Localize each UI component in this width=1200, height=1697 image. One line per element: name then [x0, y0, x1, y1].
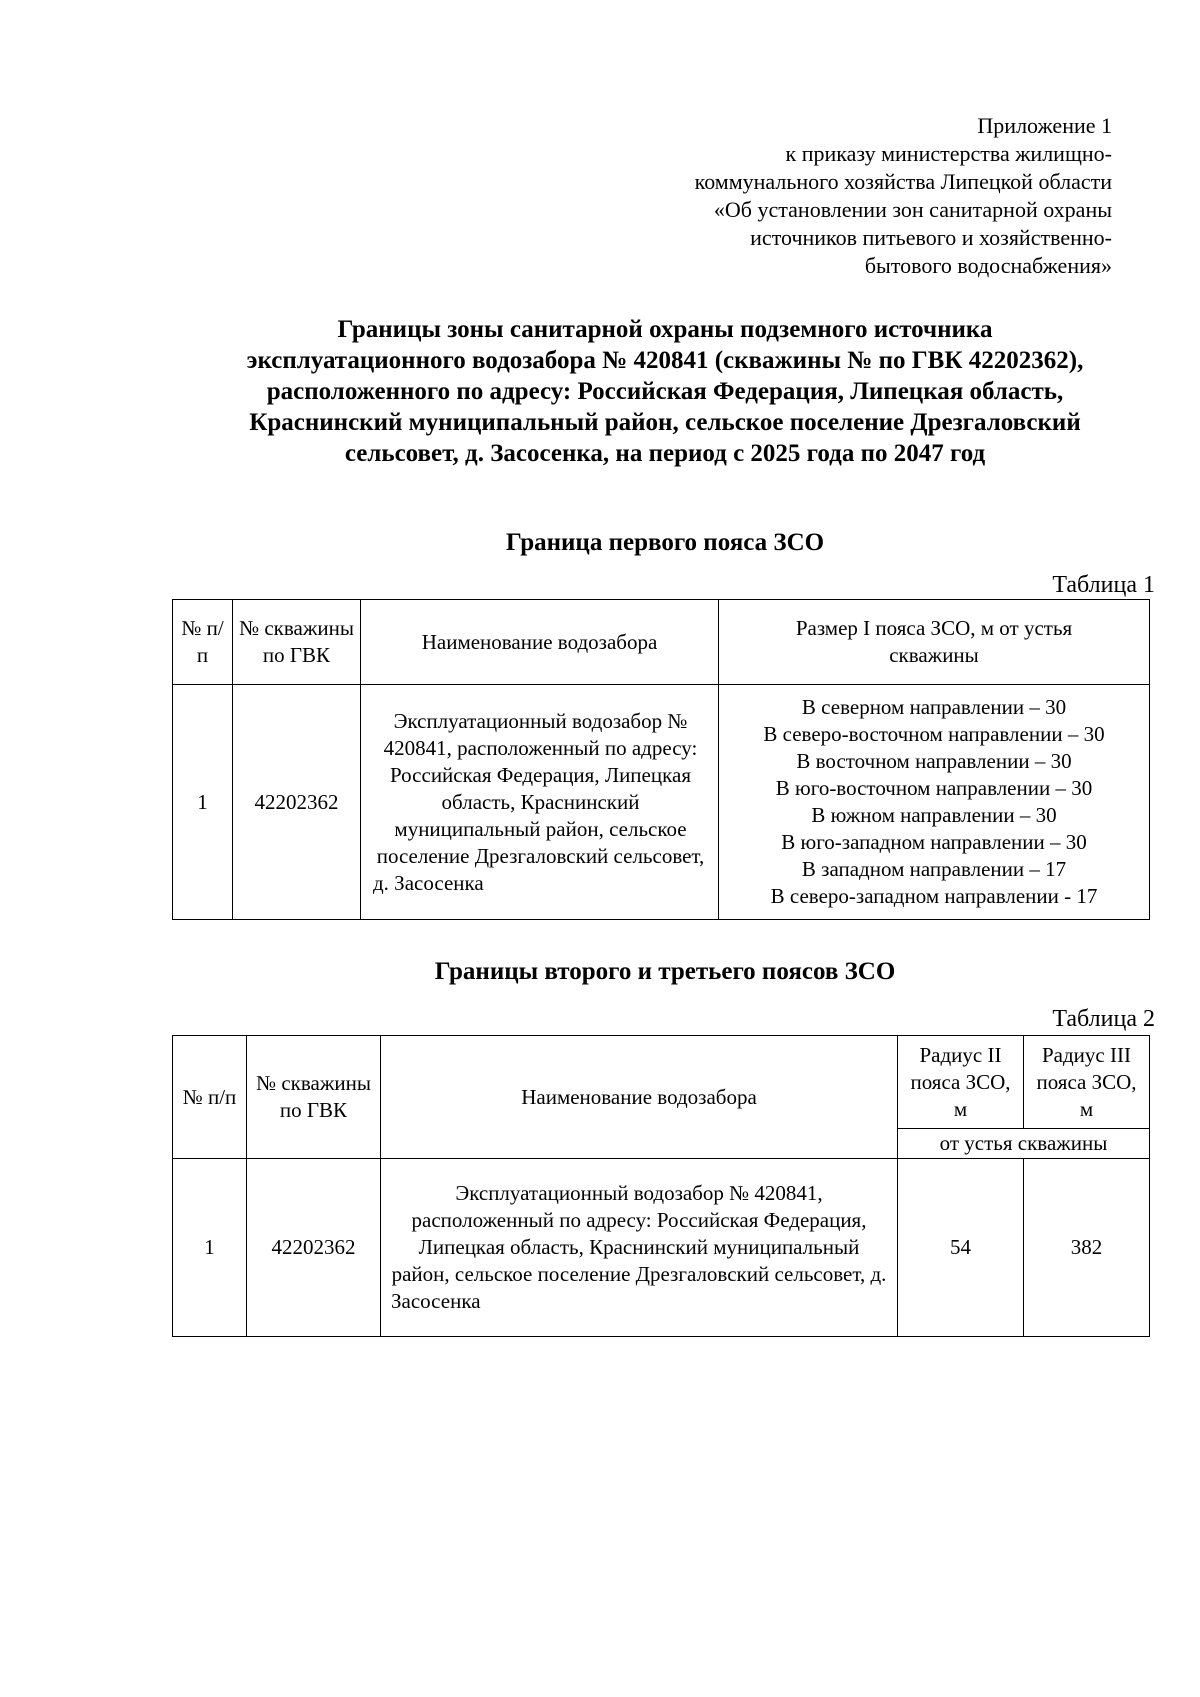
title-line: Краснинский муниципальный район, сельское поселение Дрезгаловский: [249, 409, 1081, 436]
table2-cell-r2: 54: [898, 1159, 1024, 1337]
table1-cell-num: 1: [173, 685, 233, 920]
appendix-line: источников питьевого и хозяйственно-: [750, 225, 1112, 250]
direction-line: В северо-восточном направлении – 30: [763, 722, 1105, 746]
appendix-line: коммунального хозяйства Липецкой области: [694, 169, 1112, 194]
title-line: Границы зоны санитарной охраны подземного источника: [337, 316, 993, 343]
table-row: [173, 1159, 1150, 1337]
table1-header-well: № скважины по ГВК: [233, 600, 361, 685]
table2-cell-well: 42202362: [247, 1159, 381, 1337]
direction-line: В восточном направлении – 30: [796, 749, 1072, 773]
direction-line: В северо-западном направлении - 17: [770, 884, 1098, 908]
direction-line: В южном направлении – 30: [811, 803, 1057, 827]
appendix-line: к приказу министерства жилищно-: [785, 141, 1112, 166]
table2-header-r3: Радиус III пояса ЗСО, м: [1024, 1036, 1150, 1129]
table1-cell-well: 42202362: [233, 685, 361, 920]
appendix-block: [552, 112, 1112, 280]
table2-cell-name: Эксплуатационный водозабор № 420841, расположенный по адресу: Российская Федерация, Липецкая область, Краснинский муниципальный район, сельское поселение Дрезгаловский сельсовет, д. Засосенка: [381, 1159, 898, 1337]
table1: [172, 599, 1150, 920]
table2: [172, 1035, 1150, 1337]
direction-line: В западном направлении – 17: [801, 857, 1067, 881]
appendix-line: бытового водоснабжения»: [864, 253, 1112, 278]
direction-line: В юго-восточном направлении – 30: [775, 776, 1093, 800]
table2-header-name: Наименование водозабора: [381, 1036, 898, 1159]
table2-header-well: № скважины по ГВК: [247, 1036, 381, 1159]
table2-header-row: [173, 1036, 1150, 1129]
table1-header-num: № п/п: [173, 600, 233, 685]
table2-header-r2: Радиус II пояса ЗСО, м: [898, 1036, 1024, 1129]
table-row: [173, 685, 1150, 920]
direction-line: В северном направлении – 30: [801, 695, 1067, 719]
table2-cell-r3: 382: [1024, 1159, 1150, 1337]
title-line: расположенного по адресу: Российская Федерация, Липецкая область,: [266, 378, 1064, 405]
document-title: [150, 314, 1180, 469]
table2-header-from: от устья скважины: [898, 1129, 1150, 1159]
table1-header-size: Размер I пояса ЗСО, м от устья скважины: [719, 600, 1150, 685]
table1-label: Таблица 1: [1052, 572, 1155, 598]
appendix-line: «Об установлении зон санитарной охраны: [713, 197, 1112, 222]
title-line: сельсовет, д. Засосенка, на период с 2025 года по 2047 год: [344, 440, 986, 467]
direction-line: В юго-западном направлении – 30: [781, 830, 1087, 854]
title-line: эксплуатационного водозабора № 420841 (скважины № по ГВК 42202362),: [246, 347, 1084, 374]
table1-cell-name: Эксплуатационный водозабор № 420841, расположенный по адресу: Российская Федерация, Липецкая область, Краснинский муниципальный район, сельское поселение Дрезгаловский сельсовет, д. Засосенка: [361, 685, 719, 920]
section2-heading: Границы второго и третьего поясов ЗСО: [434, 958, 896, 985]
table2-header-num: № п/п: [173, 1036, 247, 1159]
table2-cell-num: 1: [173, 1159, 247, 1337]
table2-label: Таблица 2: [1052, 1006, 1155, 1032]
table1-cell-directions: [719, 685, 1150, 920]
section1-heading: Граница первого пояса ЗСО: [505, 529, 825, 556]
table1-header-name: Наименование водозабора: [361, 600, 719, 685]
table1-header-row: [173, 600, 1150, 685]
appendix-line: Приложение 1: [977, 113, 1112, 138]
